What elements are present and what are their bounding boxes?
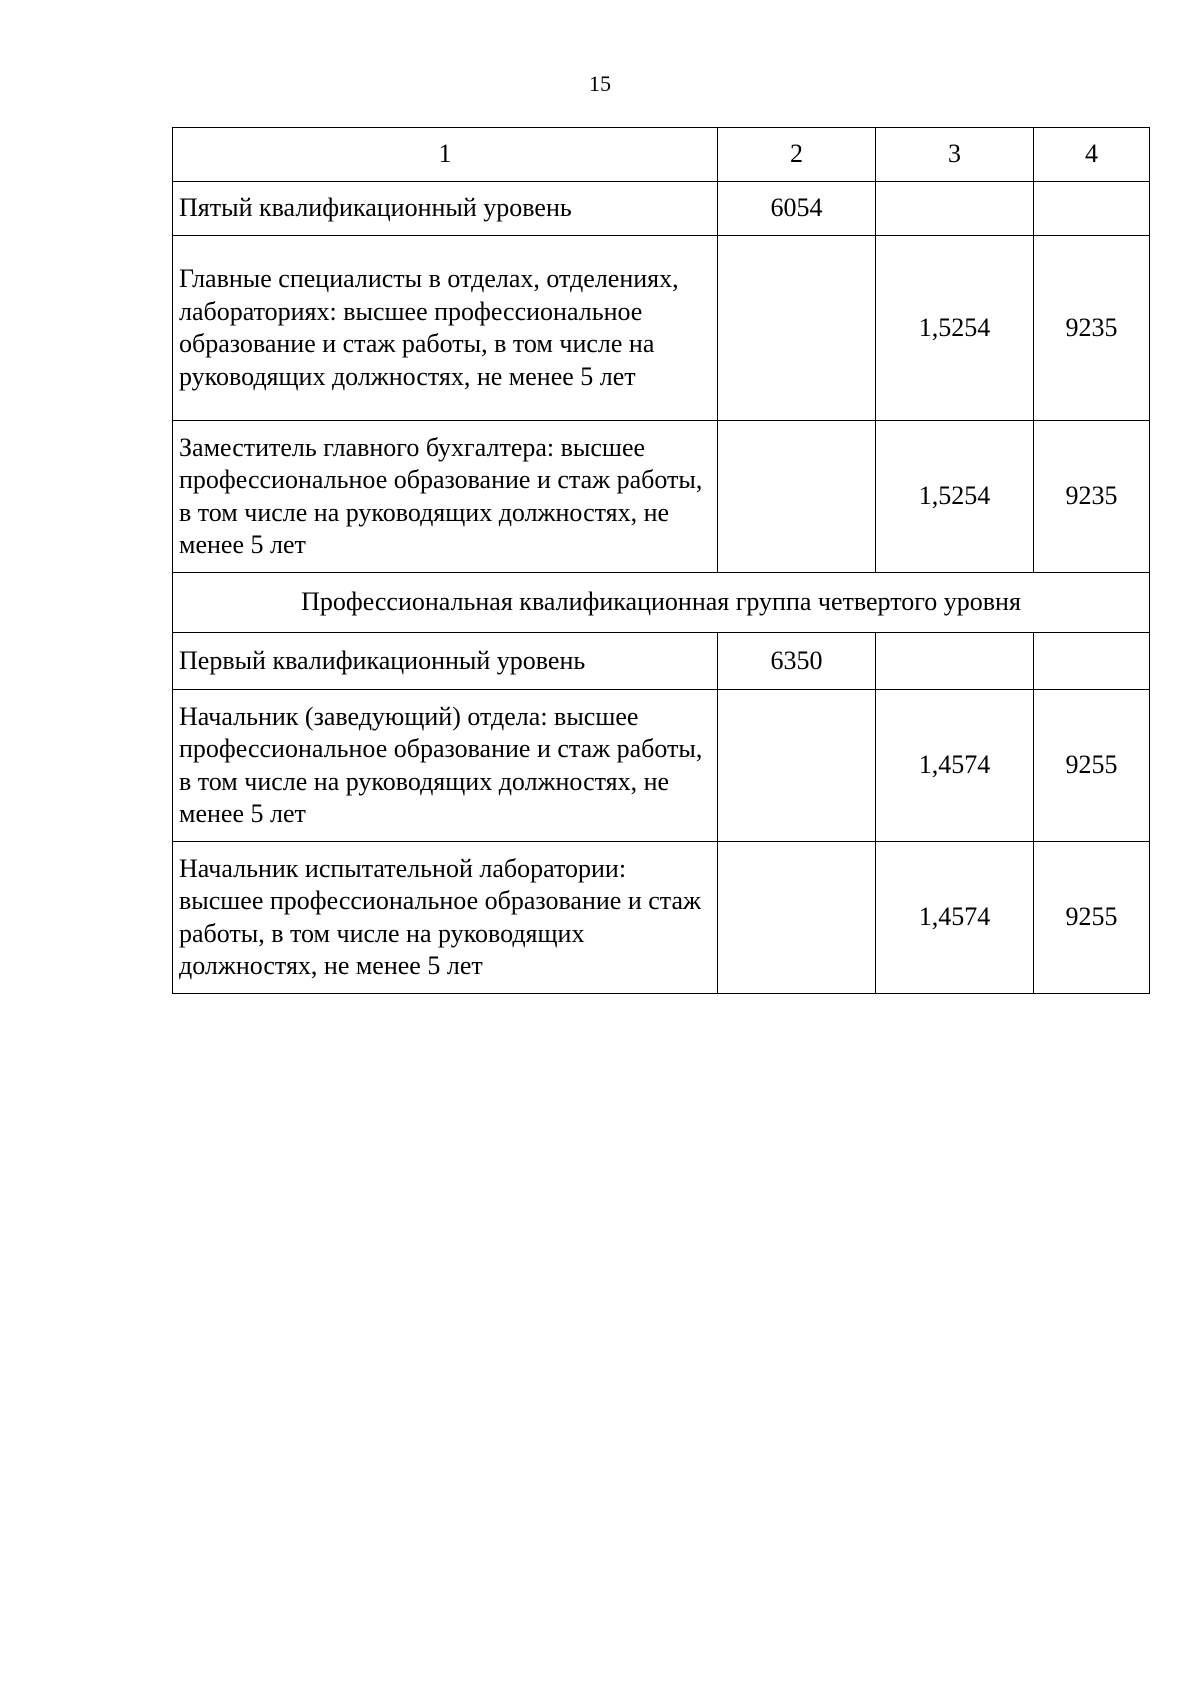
table-row bbox=[173, 182, 1150, 236]
salary-cell: 9255 bbox=[1034, 842, 1150, 994]
table-row bbox=[173, 842, 1150, 994]
base-salary-cell bbox=[718, 421, 876, 573]
column-header: 2 bbox=[718, 128, 876, 182]
column-header: 1 bbox=[173, 128, 718, 182]
base-salary-cell bbox=[718, 690, 876, 842]
coefficient-cell bbox=[876, 182, 1034, 236]
qualification-level-name: Пятый квалификационный уровень bbox=[173, 182, 718, 236]
page-number: 15 bbox=[589, 71, 611, 96]
column-header: 4 bbox=[1034, 128, 1150, 182]
table-row bbox=[173, 633, 1150, 690]
table-row bbox=[173, 690, 1150, 842]
qualification-level-name: Первый квалификационный уровень bbox=[173, 633, 718, 690]
base-salary-cell: 6350 bbox=[718, 633, 876, 690]
group-heading-row bbox=[173, 573, 1150, 633]
coefficient-cell: 1,4574 bbox=[876, 842, 1034, 994]
column-header: 3 bbox=[876, 128, 1034, 182]
base-salary-cell bbox=[718, 842, 876, 994]
coefficient-cell bbox=[876, 633, 1034, 690]
position-name: Главные специалисты в отделах, отделениях, лабораториях: высшее профессиональное образование и стаж работы, в том числе на руководящих должностях, не менее 5 лет bbox=[173, 236, 718, 421]
coefficient-cell: 1,5254 bbox=[876, 421, 1034, 573]
table-row bbox=[173, 236, 1150, 421]
salary-table bbox=[172, 127, 1150, 994]
qualification-group-title: Профессиональная квалификационная группа четвертого уровня bbox=[173, 573, 1150, 633]
salary-cell bbox=[1034, 182, 1150, 236]
base-salary-cell bbox=[718, 236, 876, 421]
table-header-row bbox=[173, 128, 1150, 182]
coefficient-cell: 1,4574 bbox=[876, 690, 1034, 842]
table-row bbox=[173, 421, 1150, 573]
salary-cell bbox=[1034, 633, 1150, 690]
salary-cell: 9255 bbox=[1034, 690, 1150, 842]
position-name: Начальник (заведующий) отдела: высшее профессиональное образование и стаж работы, в том числе на руководящих должностях, не менее 5 лет bbox=[173, 690, 718, 842]
salary-cell: 9235 bbox=[1034, 236, 1150, 421]
base-salary-cell: 6054 bbox=[718, 182, 876, 236]
salary-cell: 9235 bbox=[1034, 421, 1150, 573]
position-name: Начальник испытательной лаборатории: высшее профессиональное образование и стаж работы, в том числе на руководящих должностях, не менее 5 лет bbox=[173, 842, 718, 994]
position-name: Заместитель главного бухгалтера: высшее профессиональное образование и стаж работы, в том числе на руководящих должностях, не менее 5 лет bbox=[173, 421, 718, 573]
coefficient-cell: 1,5254 bbox=[876, 236, 1034, 421]
